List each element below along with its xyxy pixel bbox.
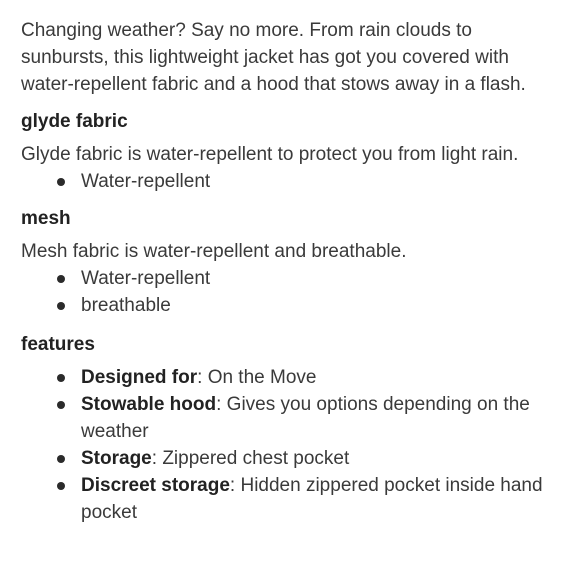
feature-separator: : — [197, 367, 208, 388]
section-title: glyde fabric — [21, 111, 128, 132]
feature-separator: : — [216, 394, 227, 415]
bullet-list — [21, 265, 562, 319]
feature-value: Zippered chest pocket — [162, 448, 350, 469]
feature-item — [81, 445, 562, 472]
bullet-icon — [57, 455, 65, 463]
list-item — [81, 292, 562, 319]
section-glyde-fabric — [21, 108, 562, 195]
list-item — [81, 265, 562, 292]
bullet-icon — [57, 482, 65, 490]
feature-item — [81, 391, 562, 445]
feature-value: On the Move — [207, 367, 317, 388]
feature-value: Hidden zippered pocket inside hand pocket — [81, 475, 543, 523]
bullet-icon — [57, 178, 65, 186]
section-features — [21, 331, 562, 526]
feature-name: Discreet storage — [81, 475, 230, 496]
bullet-icon — [57, 302, 65, 310]
feature-separator: : — [229, 475, 241, 496]
list-item-text: Water-repellent — [81, 268, 211, 289]
list-item — [81, 168, 562, 195]
feature-item — [81, 472, 562, 526]
section-description: Glyde fabric is water-repellent to protect you from light rain. — [21, 144, 519, 165]
section-mesh — [21, 205, 562, 319]
bullet-icon — [57, 401, 65, 409]
bullet-icon — [57, 275, 65, 283]
feature-name: Storage — [81, 448, 152, 469]
feature-name: Designed for — [81, 367, 198, 388]
section-title: mesh — [21, 208, 71, 229]
section-title: features — [21, 334, 95, 355]
feature-item — [81, 364, 562, 391]
feature-list — [21, 364, 562, 526]
list-item-text: Water-repellent — [81, 171, 211, 192]
intro-paragraph: Changing weather? Say no more. From rain clouds to sunbursts, this lightweight jacket has got you covered with water-repellent fabric and a hood that stows away in a flash. — [21, 20, 526, 95]
section-description: Mesh fabric is water-repellent and breathable. — [21, 241, 407, 262]
bullet-list — [21, 168, 562, 195]
feature-separator: : — [151, 448, 163, 469]
bullet-icon — [57, 374, 65, 382]
feature-value: Gives you options depending on the weather — [81, 394, 530, 442]
list-item-text: breathable — [81, 295, 171, 316]
feature-name: Stowable hood — [81, 394, 217, 415]
